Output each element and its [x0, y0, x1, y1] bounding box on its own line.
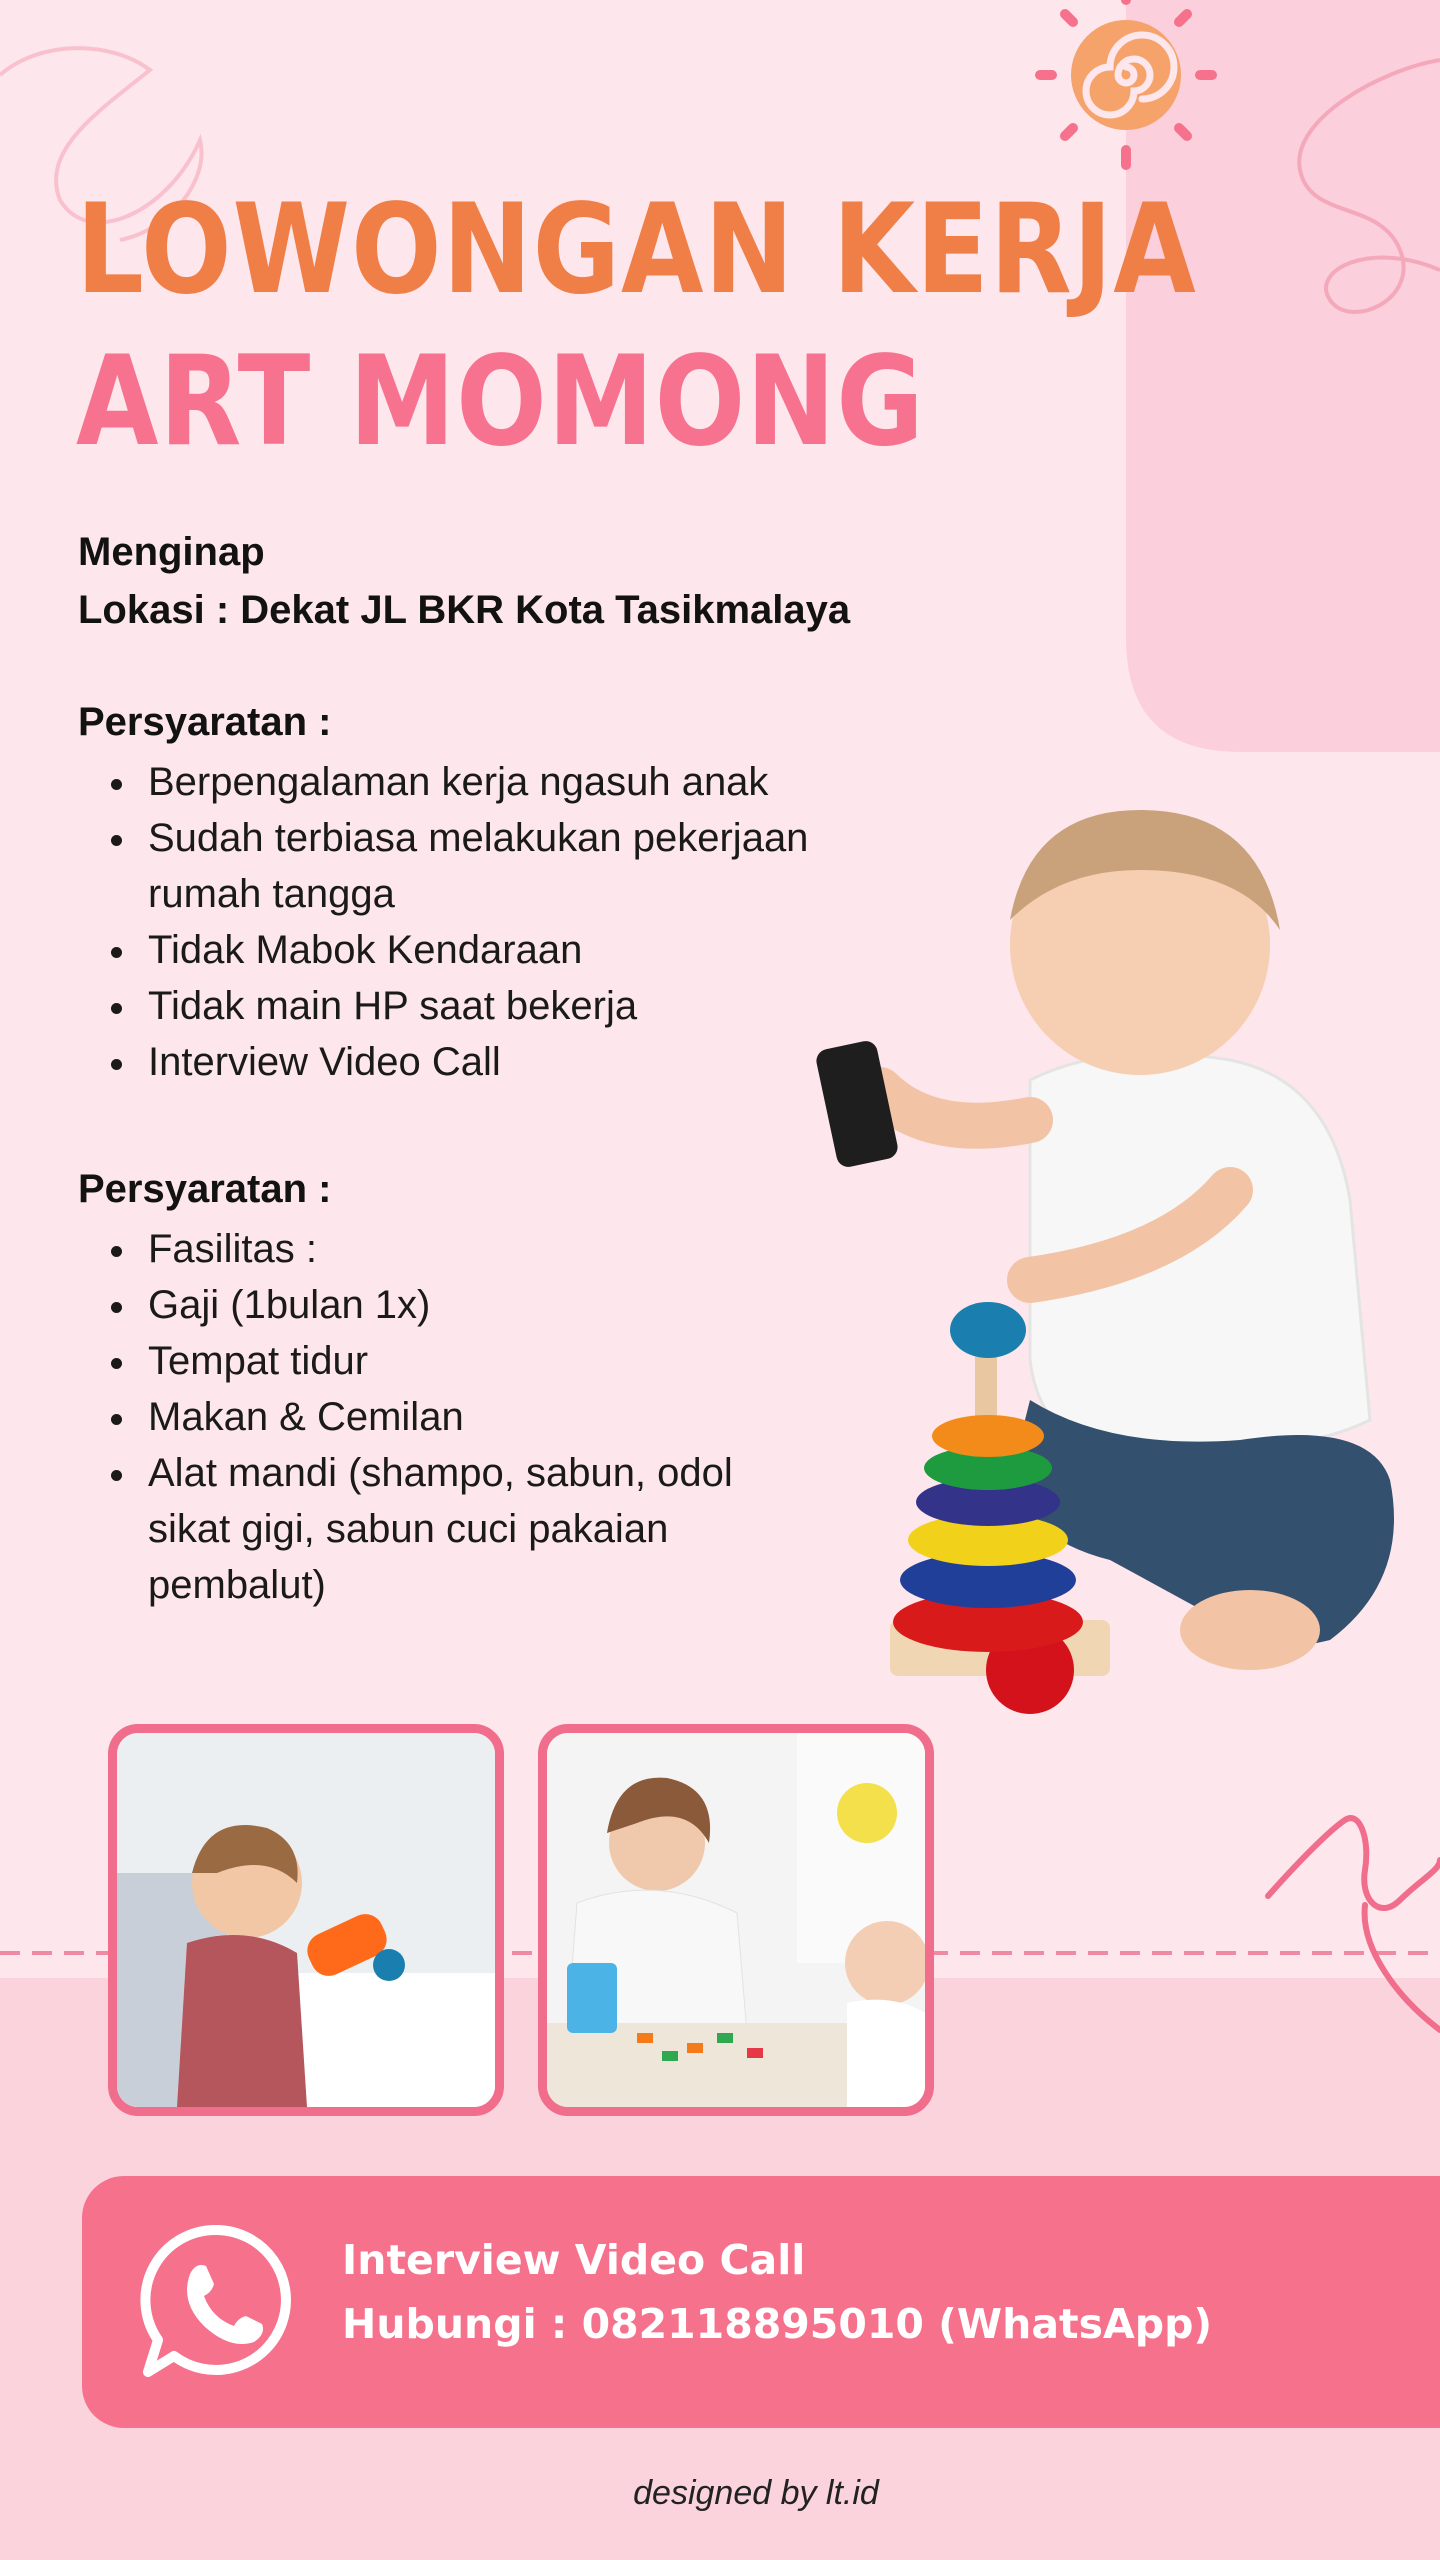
list-item: Gaji (1bulan 1x) [78, 1277, 838, 1333]
photo-nanny-with-child-illustration [547, 1733, 925, 2107]
right-rounded-panel [1126, 0, 1440, 752]
facilities-heading: Persyaratan : [78, 1167, 332, 1211]
list-item: Tempat tidur [78, 1333, 838, 1389]
designer-credit: designed by lt.id [633, 2474, 879, 2512]
stay-info: Menginap [78, 530, 265, 574]
list-item: Tidak main HP saat bekerja [78, 978, 958, 1034]
title-line-2: ART MOMONG [76, 330, 925, 474]
list-item: Alat mandi (shampo, sabun, odol sikat gigi, sabun cuci pakaian pembalut) [78, 1445, 838, 1613]
contact-phone[interactable]: Hubungi : 082118895010 (WhatsApp) [342, 2300, 1213, 2348]
photo-child-playing-illustration [117, 1733, 495, 2107]
list-item: Tidak Mabok Kendaraan [78, 922, 958, 978]
facilities-list [78, 1221, 838, 1613]
baby-with-toy-illustration [810, 760, 1410, 1720]
list-item: Makan & Cemilan [78, 1389, 838, 1445]
list-item: Interview Video Call [78, 1034, 958, 1090]
whatsapp-icon[interactable] [140, 2222, 296, 2382]
title-line-1: LOWONGAN KERJA [76, 178, 1197, 322]
photo-child-playing [108, 1724, 504, 2116]
list-item: Sudah terbiasa melakukan pekerjaan rumah tangga [78, 810, 958, 922]
contact-line-1: Interview Video Call [342, 2236, 806, 2284]
requirements-heading: Persyaratan : [78, 700, 332, 744]
location-info: Lokasi : Dekat JL BKR Kota Tasikmalaya [78, 588, 851, 632]
photo-nanny-with-child [538, 1724, 934, 2116]
list-item: Berpengalaman kerja ngasuh anak [78, 754, 958, 810]
list-item: Fasilitas : [78, 1221, 838, 1277]
contact-banner [82, 2176, 1440, 2428]
